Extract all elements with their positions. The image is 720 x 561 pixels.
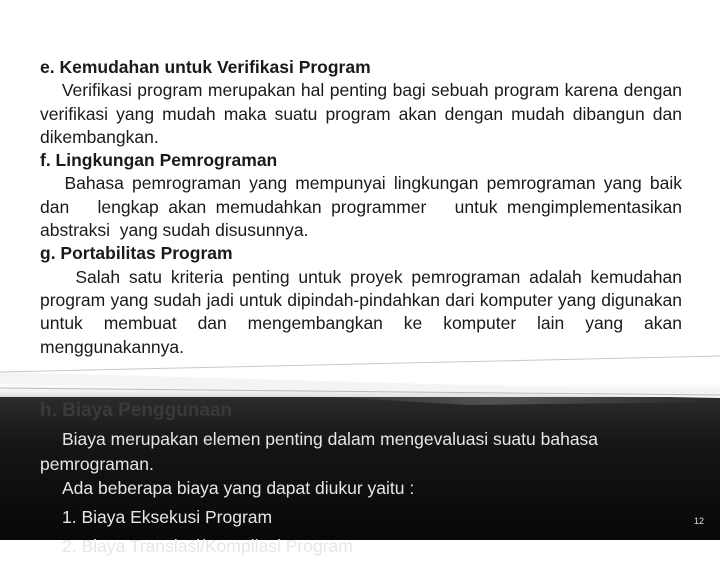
slide-number: 12 (693, 516, 704, 526)
diagonal-line (0, 356, 720, 372)
cost-item-1: 1. Biaya Eksekusi Program (62, 507, 273, 527)
section-body: Bahasa pemrograman yang mempunyai lingkungan pemrograman yang baik dan lengkap akan memudahkan programmer untuk mengimplementasikan abstraksi yang sudah disusunnya. (40, 173, 687, 241)
cost-intro-continuation: pemrograman. (40, 454, 154, 474)
section-body: Salah satu kriteria penting untuk proyek pemrograman adalah kemudahan program yang sudah jadi untuk dipindah-pindahkan dari komputer yang digunakan untuk membuat dan mengembangkan ke komputer lain yang akan menggunakannya. (40, 266, 687, 357)
section-h-heading: h. Biaya Penggunaan (40, 400, 233, 421)
section-heading: g. Portabilitas Program (40, 243, 233, 264)
cost-measure-line: Ada beberapa biaya yang dapat diukur yaitu : (62, 478, 415, 498)
section-body: Verifikasi program merupakan hal penting bagi sebuah program karena dengan verifikasi yang mudah maka suatu program akan dengan mudah dibangun dan dikembangkan. (40, 80, 692, 147)
lower-content (40, 396, 700, 561)
cost-intro-line: Biaya merupakan elemen penting dalam mengevaluasi suatu bahasa (62, 429, 599, 449)
section-heading: f. Lingkungan Pemrograman (40, 150, 278, 171)
section-heading: e. Kemudahan untuk Verifikasi Program (40, 57, 371, 77)
cost-item-2: 2. Biaya Translasi/Kompilasi Program (62, 536, 353, 556)
